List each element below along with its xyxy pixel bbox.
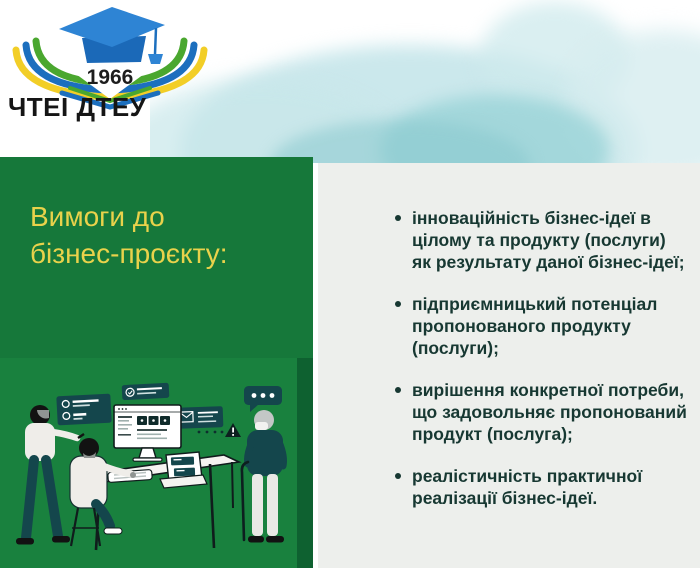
list-item: вирішення конкретної потреби, що задовольняє пропонований продукт (послуга); bbox=[395, 379, 687, 445]
list-item: підприємницький потенціал пропонованого продукту (послуги); bbox=[395, 293, 687, 359]
list-item: реалістичність практичної реалізації бізнес-ідеї. bbox=[395, 465, 687, 509]
university-logo bbox=[4, 2, 219, 154]
email-card-icon bbox=[175, 406, 224, 429]
requirements-section bbox=[318, 163, 700, 568]
title-line-2: бізнес-проєкту: bbox=[30, 237, 228, 269]
panel-edge bbox=[297, 358, 313, 568]
page-title bbox=[30, 199, 290, 273]
list-item: інноваційність бізнес-ідеї в цілому та продукту (послуги) як результату даної бізнес-ідеї; bbox=[395, 207, 687, 273]
laptop-icon bbox=[160, 452, 207, 488]
checklist-card-icon bbox=[56, 394, 111, 426]
watercolor-splash bbox=[150, 0, 700, 163]
logo-graphic bbox=[4, 2, 219, 154]
teamwork-illustration bbox=[0, 358, 313, 568]
left-panel bbox=[0, 157, 313, 568]
title-line-1: Вимоги до bbox=[30, 201, 165, 232]
logo-year: 1966 bbox=[86, 66, 134, 89]
requirements-list bbox=[395, 207, 687, 510]
approved-card-icon bbox=[122, 383, 170, 400]
logo-acronym: ЧТЕІ ДТЕУ bbox=[8, 92, 147, 122]
